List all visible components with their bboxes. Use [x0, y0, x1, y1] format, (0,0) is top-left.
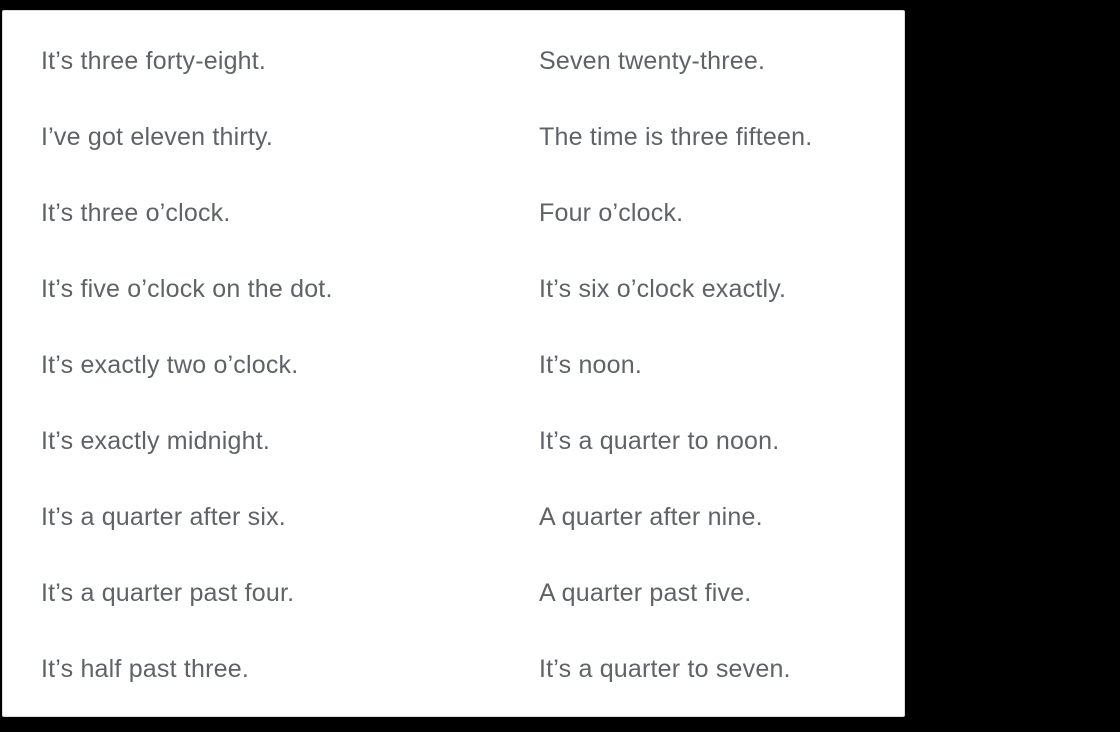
phrase-text: It’s six o’clock exactly.: [539, 275, 787, 303]
phrase-text: It’s three o’clock.: [41, 199, 231, 227]
phrase-text: I’ve got eleven thirty.: [41, 123, 274, 151]
phrase-text: It’s a quarter past four.: [41, 579, 295, 607]
phrase-row: [41, 479, 904, 555]
phrase-row: [41, 99, 904, 175]
phrase-text: Seven twenty-three.: [539, 47, 766, 75]
phrase-row: [41, 555, 904, 631]
phrase-row: [41, 175, 904, 251]
phrase-text: It’s a quarter after six.: [41, 503, 286, 531]
phrase-row: [41, 23, 904, 99]
phrase-text: It’s half past three.: [41, 655, 250, 683]
phrase-row: [41, 327, 904, 403]
phrase-row: [41, 403, 904, 479]
phrase-text: It’s three forty-eight.: [41, 47, 267, 75]
phrase-row: [41, 251, 904, 327]
phrase-text: It’s a quarter to seven.: [539, 655, 791, 683]
phrase-text: The time is three fifteen.: [539, 123, 813, 151]
phrase-text: Four o’clock.: [539, 199, 684, 227]
phrase-text: A quarter after nine.: [539, 503, 763, 531]
phrase-text: It’s a quarter to noon.: [539, 427, 780, 455]
phrase-text: It’s exactly two o’clock.: [41, 351, 299, 379]
phrase-list-card: [2, 10, 905, 717]
phrase-row: [41, 631, 904, 707]
phrase-text: It’s noon.: [539, 351, 643, 379]
phrase-text: It’s exactly midnight.: [41, 427, 271, 455]
phrase-text: It’s five o’clock on the dot.: [41, 275, 333, 303]
phrase-text: A quarter past five.: [539, 579, 752, 607]
